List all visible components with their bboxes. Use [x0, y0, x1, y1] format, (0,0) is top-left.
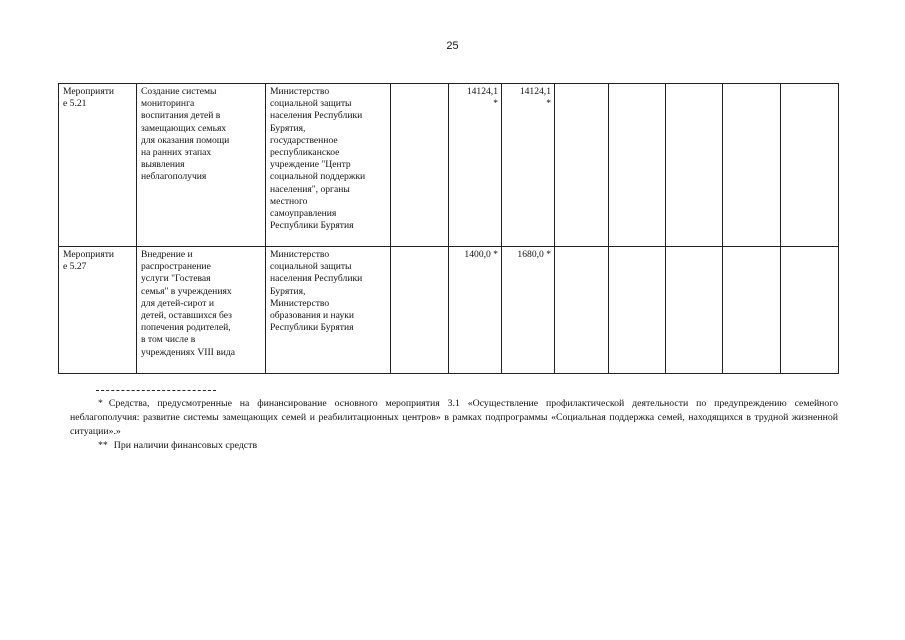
table-cell: [723, 84, 781, 247]
footnote-2-text: При наличии финансовых средств: [113, 440, 258, 451]
footnotes: [70, 390, 838, 453]
footnote-1: [70, 397, 838, 439]
table-cell: [609, 84, 666, 247]
table-cell: [781, 247, 839, 374]
program-table: [58, 83, 839, 374]
executor-cell: Министерство социальной защиты населения Республики Бурятия, Министерство образования и науки Республики Бурятия: [266, 247, 391, 374]
table-cell: [609, 247, 666, 374]
page-number: 25: [446, 40, 459, 52]
table-row: [59, 247, 839, 374]
measure-code-cell: Мероприяти е 5.27: [59, 247, 137, 374]
measure-code-cell: Мероприяти е 5.21: [59, 84, 137, 247]
amount-cell: 1400,0 *: [449, 247, 502, 374]
table-cell: [666, 247, 723, 374]
footnote-2-mark: **: [98, 440, 108, 451]
table-row: [59, 84, 839, 247]
table-cell: [391, 247, 449, 374]
table-cell: [555, 247, 609, 374]
amount-cell: 14124,1 *: [449, 84, 502, 247]
executor-cell: Министерство социальной защиты населения Республики Бурятия, государственное республиканское учреждение "Центр социальной поддержки населения", органы местного самоуправления Республики Бурятия: [266, 84, 391, 247]
footnote-separator: [96, 390, 216, 391]
footnote-1-text: Средства, предусмотренные на финансирование основного мероприятия 3.1 «Осуществление профилактической деятельности по предупреждению семейного неблагополучия: развитие системы замещающих семей и реабилитационных центров» в рамках подпрограммы «Социальная поддержка семей, находящихся в трудной жизненной ситуации».»: [70, 398, 838, 437]
table-cell: [666, 84, 723, 247]
table-cell: [723, 247, 781, 374]
amount-cell: 14124,1 *: [502, 84, 555, 247]
table-cell: [391, 84, 449, 247]
footnote-2: [70, 439, 838, 453]
amount-cell: 1680,0 *: [502, 247, 555, 374]
measure-name-cell: Внедрение и распространение услуги "Гостевая семья" в учреждениях для детей-сирот и детей, оставшихся без попечения родителей, в том числе в учреждениях VIII вида: [137, 247, 266, 374]
table-cell: [781, 84, 839, 247]
footnote-1-mark: *: [98, 398, 103, 409]
measure-name-cell: Создание системы мониторинга воспитания детей в замещающих семьях для оказания помощи на ранних этапах выявления неблагополучия: [137, 84, 266, 247]
table-cell: [555, 84, 609, 247]
